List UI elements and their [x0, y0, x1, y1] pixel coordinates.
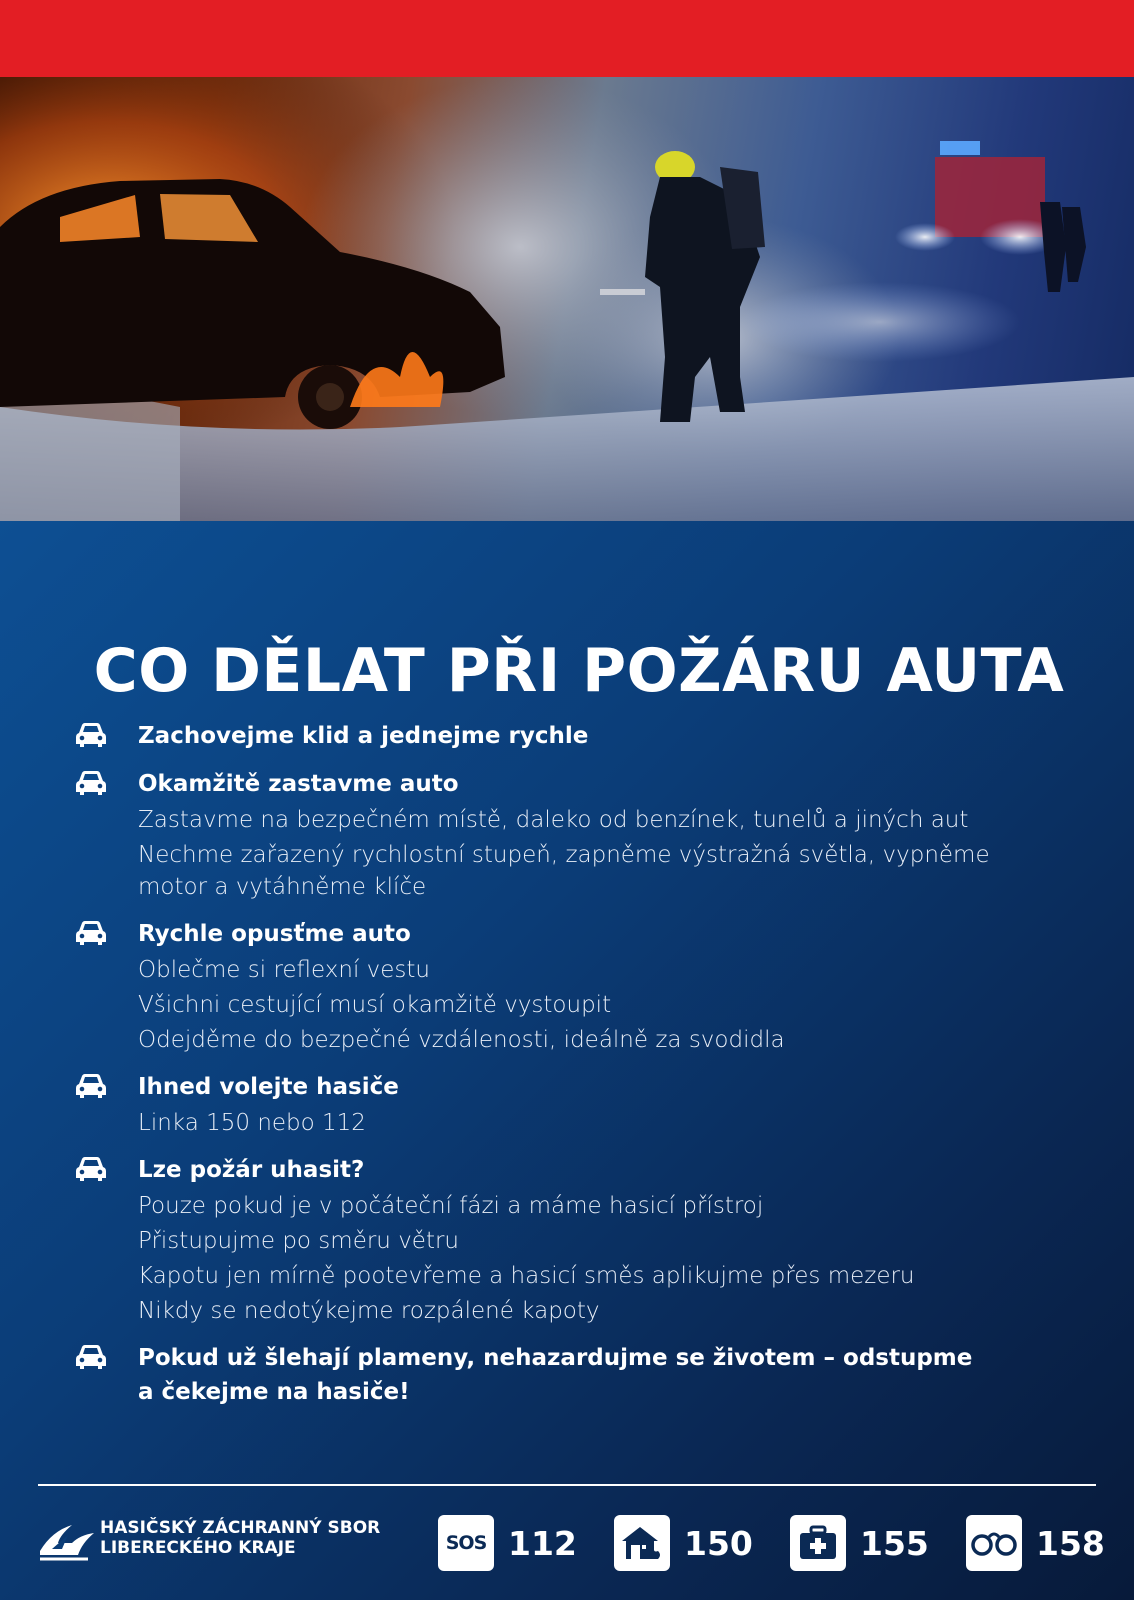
- section-item: Linka 150 nebo 112: [138, 1110, 366, 1136]
- section-stop-car: [0, 767, 1134, 903]
- section-heading: Rychle opusťme auto: [138, 921, 411, 947]
- instruction-list: [0, 719, 1134, 1423]
- organization-name: [100, 1518, 380, 1558]
- emergency-number: 158: [1036, 1523, 1105, 1563]
- emergency-number: 150: [684, 1523, 753, 1563]
- section-heading: Pokud už šlehají plameny, nehazardujme se životem – odstupme a čekejme na hasiče!: [138, 1345, 973, 1405]
- footer: [0, 1511, 1134, 1581]
- top-red-bar: [0, 0, 1134, 77]
- car-icon: [75, 769, 107, 797]
- instructions-panel: [0, 521, 1134, 1600]
- section-extinguish: [0, 1153, 1134, 1327]
- emergency-number-155: [790, 1515, 929, 1571]
- organization-name-line2: LIBERECKÉHO KRAJE: [100, 1538, 296, 1558]
- page-title: CO DĚLAT PŘI POŽÁRU AUTA: [93, 636, 1065, 707]
- car-icon: [75, 1155, 107, 1183]
- section-heading: Zachovejme klid a jednejme rychle: [138, 723, 589, 749]
- section-item: Všichni cestující musí okamžitě vystoupit: [138, 992, 612, 1018]
- sos-label: SOS: [445, 1532, 487, 1554]
- car-icon: [75, 1343, 107, 1371]
- section-item: Přistupujme po směru větru: [138, 1228, 460, 1254]
- hero-photo-illustration: [0, 77, 1134, 521]
- emergency-number-112: [438, 1515, 577, 1571]
- section-item: Kapotu jen mírně pootevřeme a hasicí směs aplikujme přes mezeru: [138, 1263, 915, 1289]
- section-item: Nechme zařazený rychlostní stupeň, zapněme výstražná světla, vypněme motor a vytáhněme klíče: [138, 842, 990, 900]
- sos-icon: [438, 1515, 494, 1571]
- organization-name-line1: HASIČSKÝ ZÁCHRANNÝ SBOR: [100, 1518, 381, 1538]
- section-stay-calm: [0, 719, 1134, 753]
- car-icon: [75, 919, 107, 947]
- emergency-number-150: [614, 1515, 753, 1571]
- emergency-number: 155: [860, 1523, 929, 1563]
- section-heading: Lze požár uhasit?: [138, 1157, 365, 1183]
- section-item: Nikdy se nedotýkejme rozpálené kapoty: [138, 1298, 600, 1324]
- section-leave-car: [0, 917, 1134, 1056]
- section-item: Pouze pokud je v počáteční fázi a máme hasicí přístroj: [138, 1193, 764, 1219]
- first-aid-icon: [790, 1515, 846, 1571]
- emergency-number: 112: [508, 1523, 577, 1563]
- fire-rescue-logo-icon: [38, 1521, 96, 1561]
- handcuffs-icon: [966, 1515, 1022, 1571]
- section-step-back: [0, 1341, 1134, 1409]
- emergency-number-158: [966, 1515, 1105, 1571]
- hero-photo-car-fire: [0, 77, 1134, 521]
- car-icon: [75, 721, 107, 749]
- footer-divider: [38, 1484, 1096, 1486]
- section-item: Oblečme si reflexní vestu: [138, 957, 431, 983]
- section-item: Zastavme na bezpečném místě, daleko od benzínek, tunelů a jiných aut: [138, 807, 969, 833]
- section-heading: Okamžitě zastavme auto: [138, 771, 459, 797]
- car-icon: [75, 1072, 107, 1100]
- fire-station-icon: [614, 1515, 670, 1571]
- section-call-firefighters: [0, 1070, 1134, 1139]
- section-heading: Ihned volejte hasiče: [138, 1074, 399, 1100]
- section-item: Odejděme do bezpečné vzdálenosti, ideálně za svodidla: [138, 1027, 785, 1053]
